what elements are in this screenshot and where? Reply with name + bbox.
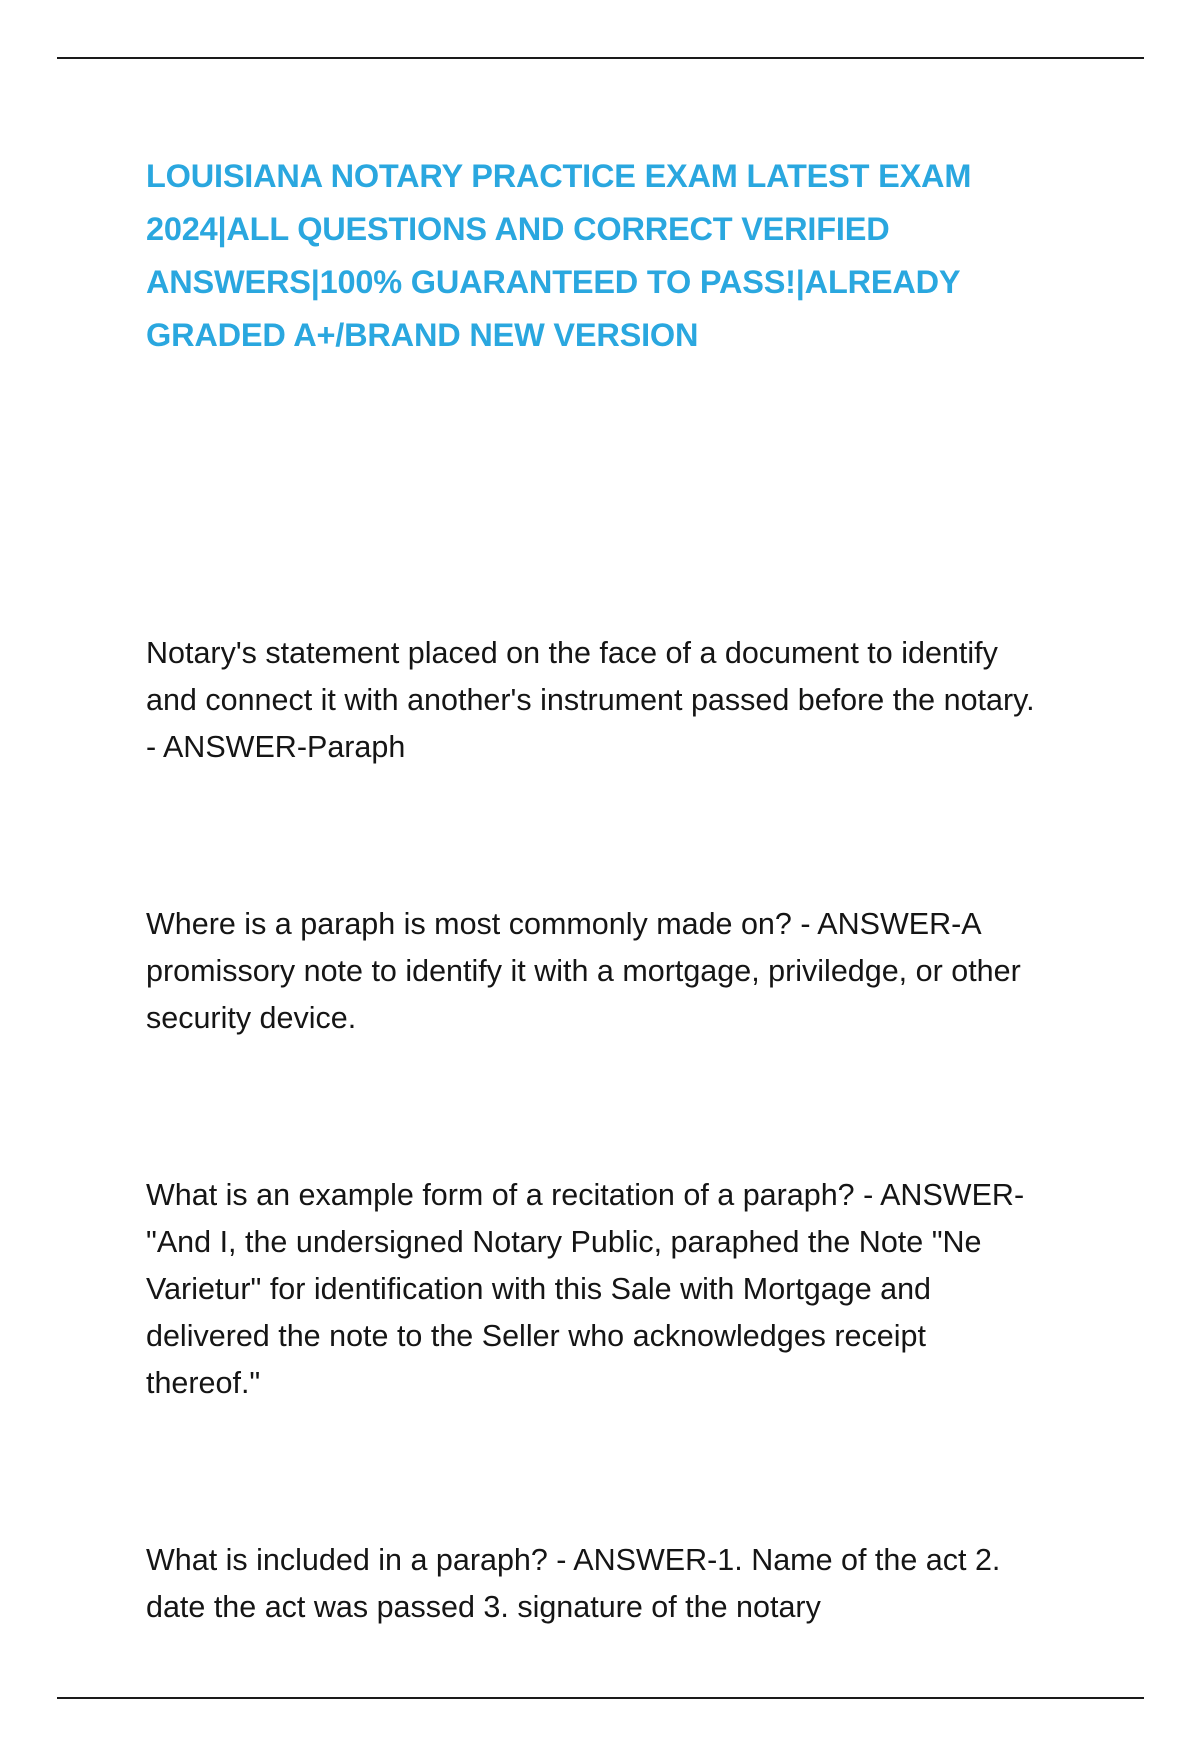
qa-item: Where is a paraph is most commonly made on? - ANSWER-A promissory note to identify it with a mortgage, priviledge, or other security device. bbox=[146, 907, 1021, 1035]
top-divider bbox=[57, 57, 1144, 59]
qa-item: What is included in a paraph? - ANSWER-1. Name of the act 2. date the act was passed 3. signature of the notary bbox=[146, 1543, 1001, 1624]
qa-item: What is an example form of a recitation of a paraph? - ANSWER-"And I, the undersigned Notary Public, paraphed the Note "Ne Varietur" for identification with this Sale with Mortgage and delivered the note to the Seller who acknowledges receipt thereof." bbox=[146, 1178, 1025, 1400]
document-title: LOUISIANA NOTARY PRACTICE EXAM LATEST EXAM 2024|ALL QUESTIONS AND CORRECT VERIFIED ANSWERS|100% GUARANTEED TO PASS!|ALREADY GRADED A+/BRAND NEW VERSION bbox=[146, 158, 972, 353]
qa-list bbox=[146, 630, 1046, 1761]
bottom-divider bbox=[57, 1697, 1144, 1699]
qa-item: Notary's statement placed on the face of a document to identify and connect it with another's instrument passed before the notary. - ANSWER-Paraph bbox=[146, 636, 1035, 764]
